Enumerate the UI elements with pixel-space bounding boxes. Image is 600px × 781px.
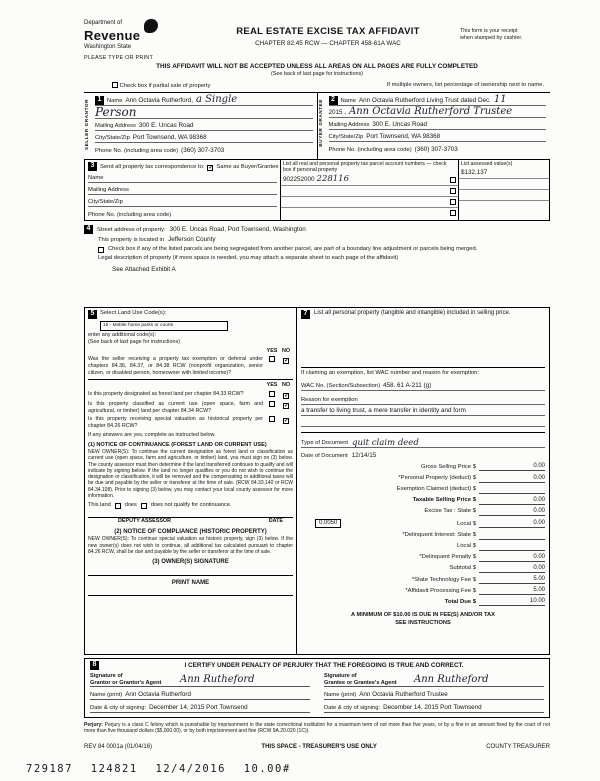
title-block (196, 18, 460, 48)
notice-compliance-title: (2) NOTICE OF COMPLIANCE (HISTORIC PROPERTY) (114, 528, 267, 535)
rev-form-number: REV 84 0001a (01/04/16) (84, 743, 153, 750)
segregated-label: Check box if any of the listed parcels are being segregated from another parcel, are part of a boundary line adjustment or parcels being merged. (108, 245, 478, 252)
grantor-signature-label-2: Grantor or Grantor's Agent (90, 679, 162, 686)
middle-section (84, 307, 550, 655)
grantor-signature-block (90, 673, 310, 713)
seller-name-handwritten-2: Person (95, 105, 137, 120)
q3-yes-checkbox[interactable] (269, 401, 275, 407)
buyer-phone-label: Phone No. (including area code) (328, 146, 412, 153)
delinquent-penalty-value[interactable]: 0.00 (479, 554, 545, 562)
does-label: does (124, 502, 137, 509)
seller-phone-label: Phone No. (including area code) (95, 147, 179, 154)
buyer-name-continued: 2015 , (328, 109, 347, 117)
question-exemption: Was the seller receiving a property tax exemption or deferral under chapters 84.36, 84.37, or 84.38 RCW (nonprofit organization, senior citizen, or disabled person, homeowner with limited income)? (88, 356, 263, 376)
receipt-note-line2: when stamped by cashier. (460, 35, 523, 42)
dor-logo (84, 18, 196, 62)
no-header-2: NO (281, 382, 291, 389)
segregated-checkbox[interactable] (98, 247, 104, 253)
seller-city-value[interactable]: Port Townsend, WA 98368 (132, 134, 207, 142)
please-type-or-print: PLEASE TYPE OR PRINT (84, 55, 154, 62)
document-block (301, 432, 545, 460)
q2-no-checkbox[interactable]: ✓ (284, 392, 290, 399)
subtotal-value[interactable]: 0.00 (479, 565, 545, 573)
seller-city-label: City/State/Zip (95, 134, 130, 141)
wac-number-value[interactable]: 458. 61 A-211 (g) (383, 382, 432, 390)
warning-line: THIS AFFIDAVIT WILL NOT BE ACCEPTED UNLESS ALL AREAS ON ALL PAGES ARE FULLY COMPLETED (156, 63, 478, 71)
assessed-column (459, 160, 549, 220)
grantee-signature-block (324, 673, 544, 713)
county-value[interactable]: Jefferson County (168, 236, 216, 244)
see-instructions-note: SEE INSTRUCTIONS (395, 620, 451, 627)
no-header-1: NO (281, 347, 291, 354)
logo-department-text: Department of (84, 20, 123, 26)
corr-phone-label: Phone No. (including area code) (88, 211, 172, 218)
delinquent-interest-local-value[interactable] (479, 543, 545, 551)
seller-name-label: Name (107, 97, 123, 104)
buyer-city-value[interactable]: Port Townsend, WA 98368 (366, 133, 441, 141)
gross-selling-price-value[interactable]: 0.00 (479, 463, 545, 471)
type-of-document-label: Type of Document (301, 440, 349, 447)
buyer-address-label: Mailing Address (328, 121, 370, 128)
certification-section (84, 658, 550, 718)
affidavit-processing-fee-label: *Affidavit Processing Fee $ (405, 587, 476, 594)
section-2-number: 2 (329, 96, 338, 105)
land-use-section (85, 308, 297, 654)
same-as-buyer-label: Same as Buyer/Grantee (216, 163, 279, 170)
grantee-name-print-label: Name (print) (324, 691, 357, 698)
q4-no-checkbox[interactable]: ✓ (284, 418, 290, 425)
reason-exemption-value[interactable]: a transfer to living trust, a mere transfer in identity and form (301, 407, 466, 415)
q1-no-checkbox[interactable]: ✓ (284, 358, 290, 365)
state-technology-fee-label: *State Technology Fee $ (411, 576, 476, 583)
parcel-column (281, 160, 459, 220)
seller-address-label: Mailing Address (95, 122, 136, 129)
yes-header-2: YES (266, 382, 278, 389)
section-7-number: 7 (301, 310, 310, 319)
parties-section (84, 92, 550, 159)
seller-section (84, 93, 318, 159)
located-in-label: This property is located in (98, 236, 165, 243)
print-name-label: PRINT NAME (171, 579, 210, 586)
logo-state-text: Washington State (84, 43, 132, 50)
deputy-date-label: DATE (268, 518, 283, 525)
question-forest-land: Is this property designated as forest land per chapter 84.33 RCW? (88, 390, 244, 397)
correspondence-column (85, 160, 281, 220)
same-as-buyer-checkbox[interactable]: ✓ (208, 165, 214, 172)
print-name-line[interactable] (88, 587, 293, 596)
buyer-city-label: City/State/Zip (328, 133, 364, 140)
excise-tax-state-label: Excise Tax : State $ (424, 508, 476, 515)
grantor-signature-handwritten[interactable]: Ann Rutheford (180, 673, 255, 685)
grantor-signature-label-1: Signature of (90, 673, 123, 680)
buyer-address-value[interactable]: 300 E. Uncas Road (372, 121, 428, 129)
local-rate-box[interactable]: 0.0050 (315, 519, 341, 529)
buyer-phone-value[interactable]: (360) 307-3703 (414, 146, 458, 154)
perjury-text: Perjury is a class C felony which is punishable by imprisonment in the state correctional institution for a maximum term of not more than five years, or by a fine in an amount fixed by the court of not more than five thousand dollars ($5,000.00), or by both imprisonment and fine (RCW 9A.20.020 (1C)). (84, 721, 550, 735)
certify-statement: I CERTIFY UNDER PENALTY OF PERJURY THAT THE FOREGOING IS TRUE AND CORRECT. (184, 661, 464, 669)
seller-side-label: SELLER GRANTOR (84, 99, 89, 151)
form-header (84, 18, 550, 62)
grantee-name-print-value[interactable]: Ann Octavia Rutherford Trustee (359, 691, 448, 699)
taxable-selling-price-label: Taxable Selling Price $ (412, 497, 476, 504)
q4-yes-checkbox[interactable] (269, 416, 275, 422)
buyer-name-label: Name (340, 97, 356, 104)
perjury-label: Perjury: (84, 721, 103, 728)
grantor-name-print-label: Name (print) (90, 691, 123, 698)
partial-sale-label: Check box if partial sale of property (119, 82, 211, 89)
seller-phone-value[interactable]: (360) 307-3703 (181, 147, 225, 155)
land-use-label: Select Land Use Code(s): (100, 310, 167, 317)
excise-tax-local-label: Local $ (457, 521, 476, 528)
perjury-paragraph (84, 722, 550, 735)
parcel-personal-checkbox-4[interactable] (450, 210, 456, 216)
total-due-label: Total Due $ (444, 598, 476, 605)
assessed-value[interactable]: $132,137 (461, 169, 488, 177)
send-correspondence-label: Send all property tax correspondence to: (100, 163, 205, 170)
parcel-header: List all real and personal property tax parcel account numbers — check box if personal property (283, 161, 447, 174)
state-technology-fee-value[interactable]: 5.00 (479, 576, 545, 584)
does-checkbox[interactable] (115, 503, 121, 509)
partial-sale-checkbox[interactable] (112, 82, 118, 88)
sec5-see-back: (See back of last page for instructions) (88, 338, 180, 345)
grantee-signature-handwritten[interactable]: Ann Rutheford (414, 673, 489, 685)
buyer-section (318, 93, 551, 159)
question-current-use: Is this property classified as current use (open space, farm and agricultural, or timber) land per chapter 84.34 RCW? (88, 401, 263, 414)
delinquent-interest-state-value[interactable] (479, 532, 545, 540)
grantee-signature-label-1: Signature of (324, 673, 357, 680)
buyer-name-value[interactable]: Ann Octavia Rutherford Living Trust dated Dec. (358, 97, 491, 105)
logo-revenue-text: Revenue (84, 27, 141, 43)
grantor-date-city-value[interactable]: December 14, 2015 Port Townsend (149, 704, 248, 712)
corr-name-label: Name (88, 174, 104, 181)
grantee-signature-label (324, 673, 397, 686)
seller-name-value[interactable]: Ann Octavia Rutherford, (125, 97, 194, 105)
cashier-stamp: 729187 124821 12/4/2016 10.00# (26, 763, 291, 775)
delinquent-interest-local-label: Local $ (457, 543, 476, 550)
reason-exemption-label: Reason for exemption (301, 397, 358, 404)
tax-correspondence-section (84, 159, 550, 221)
excise-tax-local-value[interactable]: 0.00 (479, 520, 545, 528)
corr-city-label: City/State/Zip (88, 198, 123, 205)
legal-description-value[interactable]: See Attached Exhibit A (112, 266, 176, 274)
legal-description-label: Legal description of property (if more space is needed, you may attach a separate sheet to each page of the affidavit) (98, 255, 399, 262)
grantor-name-print-value[interactable]: Ann Octavia Rutherford (125, 691, 192, 699)
assessed-header: List assessed value(s) (461, 161, 513, 168)
section-4-number: 4 (84, 225, 93, 234)
buyer-name-handwritten-2: Ann Octavia Rutherford Trustee (349, 106, 513, 118)
street-address-label: Street address of property: (97, 226, 166, 233)
date-of-document-label: Date of Document (301, 453, 348, 460)
does-not-checkbox[interactable] (141, 503, 147, 509)
seller-address-value[interactable]: 300 E. Uncas Road (138, 122, 194, 130)
excise-tax-state-value[interactable]: 0.00 (479, 508, 545, 516)
exemption-label: If claiming an exemption, list WAC number and reason for exemption: (301, 367, 545, 377)
deputy-assessor-label: DEPUTY ASSESSOR (118, 518, 172, 525)
grantee-date-city-value[interactable]: December 14, 2015 Port Townsend (383, 704, 482, 712)
taxable-selling-price-value[interactable]: 0.00 (479, 497, 545, 505)
additional-codes-label: enter any additional code(s): (88, 332, 157, 339)
owners-sign-line[interactable] (88, 567, 293, 576)
corr-address-label: Mailing Address (88, 186, 129, 193)
question-historic: Is this property receiving special valuation as historical property per chapter 84.26 RCW? (88, 416, 263, 429)
partial-sale-option (112, 82, 211, 90)
parcel-personal-checkbox-3[interactable] (450, 199, 456, 205)
delinquent-penalty-label: *Delinquent Penalty $ (419, 554, 476, 561)
date-of-document-value[interactable]: 12/14/15 (351, 452, 377, 460)
notice-continuance-title: (1) NOTICE OF CONTINUANCE (FOREST LAND OR CURRENT USE) (88, 442, 267, 449)
affidavit-processing-fee-value[interactable]: 5.00 (479, 587, 545, 595)
notice-continuance-body: NEW OWNER(S): To continue the current designation as forest land or classification as current use (open space, farm and agriculture, or timber) land, you must sign on (3) below. The county assessor must then determine if the land transferred continues to qualify and will indicate by signing below. If the land no longer qualifies or you do not wish to continue the designation or classification, it will be removed and the compensating or additional taxes will be due and payable by the seller or transferor at the time of sale. (RCW 84.33.140 or RCW 84.34.108). Prior to signing (3) below, you may contact your local county assessor for more information. (88, 449, 293, 499)
grantor-date-city-label: Date & city of signing: (90, 704, 147, 711)
county-treasurer-label: COUNTY TREASURER (486, 743, 550, 750)
affidavit-form (84, 18, 550, 751)
type-of-document-value[interactable]: quit claim deed (352, 437, 419, 448)
parcel-number-handwritten: 228116 (316, 174, 349, 185)
receipt-note (460, 18, 550, 42)
personal-property-label: List all personal property (tangible and intangible) included in selling price. (314, 310, 511, 317)
parcel-personal-checkbox-2[interactable] (450, 188, 456, 194)
property-location-section (84, 221, 550, 307)
treasurer-space-label: THIS SPACE - TREASURER'S USE ONLY (261, 743, 377, 750)
seller-name-handwritten-1: a Single (196, 94, 238, 106)
parcel-personal-checkbox-1[interactable] (450, 177, 456, 183)
q2-yes-checkbox[interactable] (269, 391, 275, 397)
q3-no-checkbox[interactable]: ✓ (284, 403, 290, 410)
gross-selling-price-label: Gross Selling Price $ (420, 464, 476, 471)
chapter-line: CHAPTER 82.45 RCW — CHAPTER 458-61A WAC (255, 39, 401, 47)
land-use-code-select[interactable]: 15 - Mobile home parks or courts (100, 321, 228, 331)
yes-header-1: YES (266, 347, 278, 354)
buyer-side-label: BUYER GRANTEE (317, 99, 323, 147)
wac-number-label: WAC No. (Section/Subsection) (301, 383, 381, 390)
owners-signature-title: (3) OWNER(S) SIGNATURE (152, 559, 229, 566)
section-3-number: 3 (88, 162, 97, 171)
this-land-label: This land (88, 502, 111, 509)
grantee-date-city-label: Date & city of signing: (324, 704, 381, 711)
selling-price-section (297, 308, 549, 654)
multiple-owners-note: If multiple owners, list percentage of ownership next to name. (386, 82, 544, 89)
buyer-name-handwritten-1: 11 (493, 94, 507, 106)
delinquent-interest-state-label: *Delinquent Interest: State $ (402, 532, 476, 539)
street-address-value[interactable]: 300 E. Uncas Road, Port Townsend, Washington (169, 226, 306, 234)
if-yes-note: If any answers are yes, complete as instructed below. (88, 432, 216, 439)
footer-row (84, 744, 550, 752)
personal-property-deduct-label: *Personal Property (deduct) $ (398, 475, 476, 482)
does-not-label: does not qualify for continuance. (150, 502, 232, 509)
section-8-number: 8 (90, 661, 99, 670)
total-due-value[interactable]: 10.00 (479, 598, 545, 606)
partial-sale-row (112, 82, 544, 90)
grantor-signature-label (90, 673, 161, 686)
minimum-due-note: A MINIMUM OF $10.00 IS DUE IN FEE(S) AND/OR TAX (351, 612, 495, 619)
receipt-note-line1: This form is your receipt (460, 28, 518, 34)
section-1-number: 1 (95, 96, 104, 105)
personal-property-deduct-value[interactable]: 0.00 (479, 475, 545, 483)
deputy-assessor-sign-line[interactable] (88, 509, 293, 518)
grantee-signature-label-2: Grantee or Grantee's Agent (324, 679, 397, 686)
exemption-claimed-label: Exemption Claimed (deduct) $ (396, 486, 476, 493)
section-5-number: 5 (88, 310, 97, 319)
parcel-number-printed[interactable]: 902252000 (283, 175, 315, 183)
form-title: REAL ESTATE EXCISE TAX AFFIDAVIT (236, 26, 420, 37)
q1-yes-checkbox[interactable] (269, 356, 275, 362)
notice-compliance-body: NEW OWNER(S): To continue special valuation as historic property, sign (3) below. If the new owner(s) does not wish to continue, all additional tax calculated pursuant to chapter 84.26 RCW, shall be due and payable by the seller or transferor at the time of sale. (88, 536, 293, 555)
subtotal-label: Subtotal $ (449, 565, 476, 572)
exemption-claimed-value[interactable] (479, 486, 545, 494)
see-back-note: (See back of last page for instructions) (271, 71, 363, 78)
